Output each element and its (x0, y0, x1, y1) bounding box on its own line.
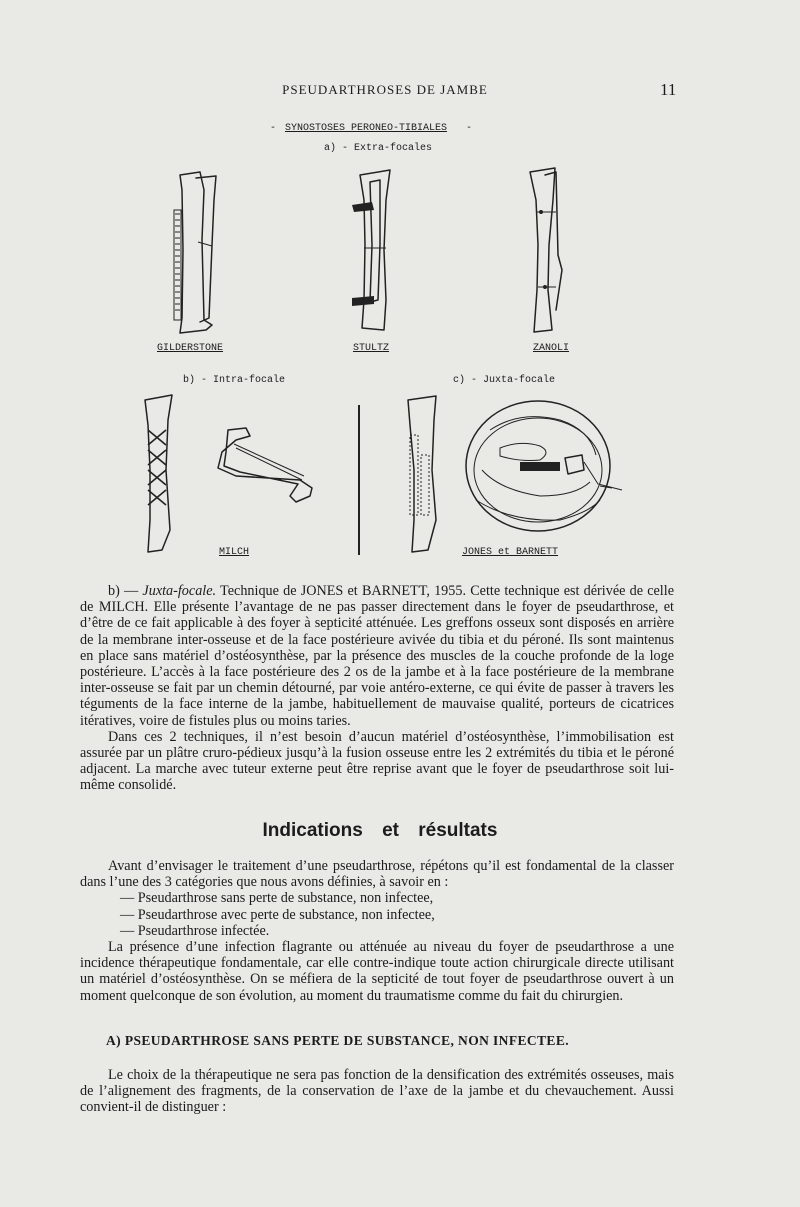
section-text (80, 858, 674, 1004)
jones-barnett-diagram (408, 396, 622, 552)
label-jones-barnett: JONES et BARNETT (462, 547, 559, 558)
milch-diagram (145, 395, 312, 552)
running-title: PSEUDARTHROSES DE JAMBE (282, 82, 488, 97)
list-item: — Pseudarthrose sans perte de substance, non infectee, (120, 890, 434, 907)
para1-text: Technique de JONES et BARNETT, 1955. Cette technique est dérivée de celle de MILCH. Elle présente l’avantage de ne pas passer directement dans le foyer de pseudarthrose, et d’être de ce fait applicable à des foyer à septicité atténuée. Les greffons osseux sont disposés en arrière de la membrane inter-osseuse et de la face postérieure avivée du tibia et du péroné. Ils sont maintenus en place sans matériel d’ostéosynthèse, par la présence des muscles de la couche profonde de la loge postérieure. L’accès à la face postérieure des 2 os de la jambe et à la face postérieure de la membrane inter-osseuse se fait par un chemin détourné, par voie antéro-externe, ce qui évite de passer à travers les téguments de la face interne de la jambe, habituellement de mauvaise qualité, porteurs de cicatrices itératives, voire de fistules plus ou moins taries. (80, 583, 674, 729)
list-item: — Pseudarthrose infectée. (120, 922, 270, 939)
figure-title-dash-left: - (270, 123, 277, 134)
paragraph-intro: Avant d’envisager le traitement d’une pseudarthrose, répétons qu’il est fondamental de la classer dans l’une des 3 catégories que nous avons définies, à savoir en : (80, 858, 674, 891)
list-item: — Pseudarthrose avec perte de substance, non infectee, (120, 906, 435, 923)
zanoli-diagram (530, 168, 562, 332)
body-text (80, 583, 674, 794)
subsection-title: A) PSEUDARTHROSE SANS PERTE DE SUBSTANCE, NON INFECTEE. (106, 1033, 570, 1048)
stultz-diagram (352, 170, 390, 330)
label-milch: MILCH (219, 547, 250, 558)
para1-italic: Juxta-focale. (142, 583, 217, 599)
section-title: Indications et résultats (262, 820, 498, 841)
figure-title-dash-right: - (466, 123, 473, 134)
paragraph-choix: Le choix de la thérapeutique ne sera pas fonction de la densification des extrémités osseuses, mais de l’alignement des fragments, de la conservation de l’axe de la jambe et du chevauchement. Aussi convient-il de distinguer : (80, 1067, 674, 1116)
label-gilderstone: GILDERSTONE (157, 343, 224, 354)
paragraph-juxta-focale (80, 583, 674, 729)
figure-subtitle-c: c) - Juxta-focale (453, 375, 556, 386)
paragraph-immobilisation: Dans ces 2 techniques, il n’est besoin d’aucun matériel d’ostéosynthèse, l’immobilisation est assurée par un plâtre cruro-pédieux jusqu’à la fusion osseuse entre les 2 extrémités du tibia et le péroné adjacent. La marche avec tuteur externe peut être reprise avant que le foyer de pseudarthrose soit lui-même consolidé. (80, 728, 674, 794)
subsection-text (80, 1067, 674, 1116)
figure-title: SYNOSTOSES PERONEO-TIBIALES (285, 123, 448, 134)
figure-subtitle-a: a) - Extra-focales (324, 143, 433, 154)
gilderstone-diagram (174, 172, 216, 333)
para1-lead: b) — (108, 583, 143, 599)
page-number: 11 (660, 80, 677, 99)
label-zanoli: ZANOLI (533, 343, 570, 354)
figure-drawing (0, 0, 800, 580)
label-stultz: STULTZ (353, 343, 390, 354)
paragraph-infection: La présence d’une infection flagrante ou atténuée au niveau du foyer de pseudarthrose a une incidence thérapeutique fondamentale, car elle contre-indique toute action chirurgicale directe utilisant un matériel d’ostéosynthèse. On se méfiera de la septicité de tout foyer de pseudarthrose ouvert à un moment quelconque de son évolution, au moment du traumatisme comme du fait du chirurgien. (80, 939, 674, 1004)
figure-subtitle-b: b) - Intra-focale (183, 375, 286, 386)
